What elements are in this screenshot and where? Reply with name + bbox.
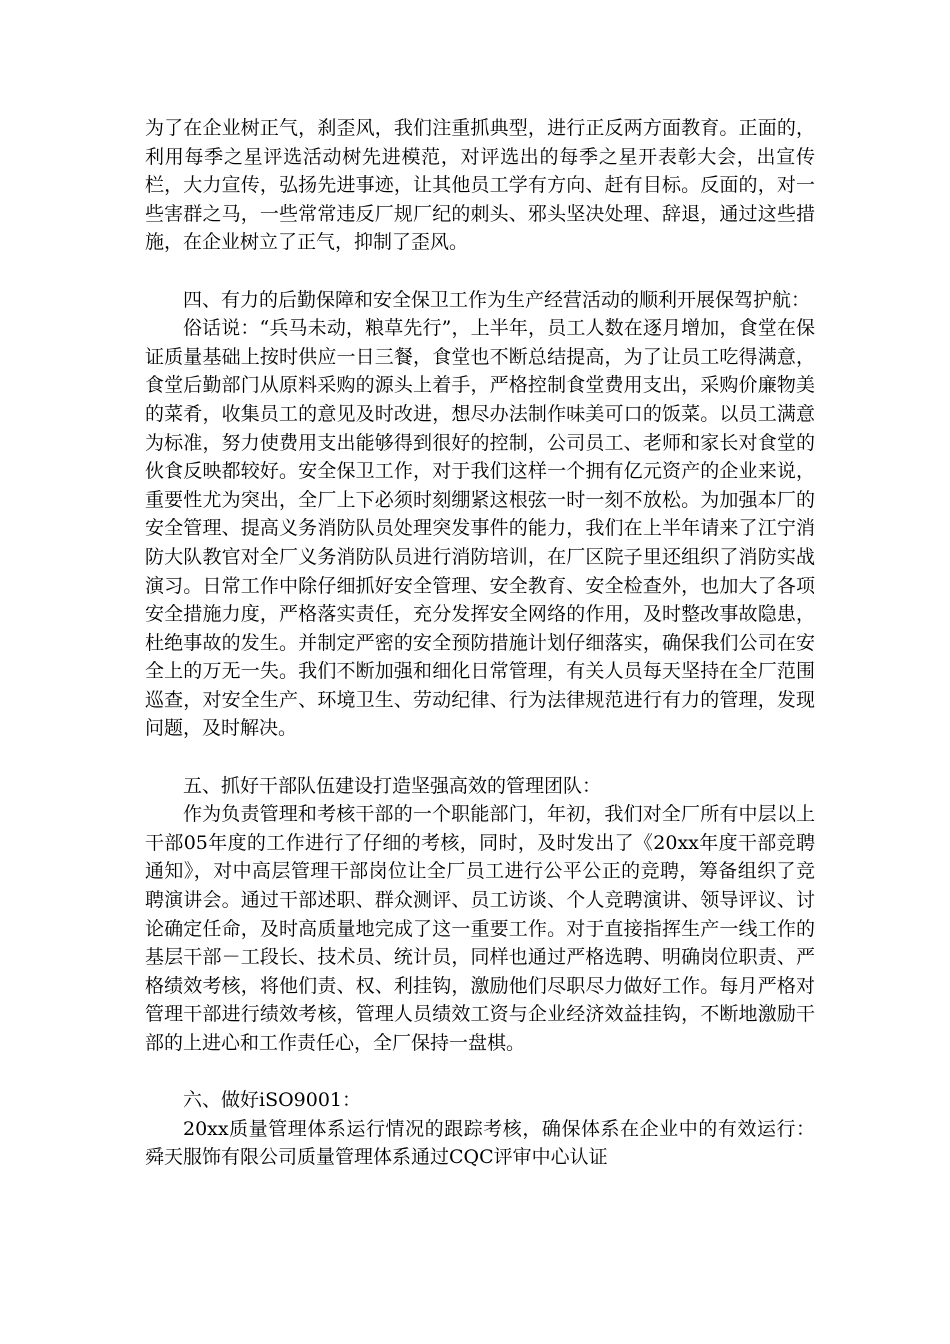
paragraph-praise-and-criticism: 为了在企业树正气，刹歪风，我们注重抓典型，进行正反两方面教育。正面的，利用每季之星评选活动树先进模范，对评选出的每季之星开表彰大会，出宣传栏，大力宣传，弘扬先进事迹，让其他员工学有方向、赶有目标。反面的，对一些害群之马，一些常常违反厂规厂纪的刺头、邪头坚决处理、辞退，通过这些措施，在企业树立了正气，抑制了歪风。 [145, 117, 815, 254]
paragraph-gap [145, 1058, 815, 1087]
section-heading-logistics-security: 四、有力的后勤保障和安全保卫工作为生产经营活动的顺利开展保驾护航： [183, 288, 811, 311]
paragraph-gap [145, 743, 815, 772]
paragraph-logistics-security: 俗话说：“兵马未动，粮草先行”，上半年，员工人数在逐月增加，食堂在保证质量基础上按时供应一日三餐，食堂也不断总结提高，为了让员工吃得满意，食堂后勤部门从原料采购的源头上着手，严格控制食堂费用支出，采购价廉物美的菜肴，收集员工的意见及时改进，想尽办法制作味美可口的饭菜。以员工满意为标准，努力使费用支出能够得到很好的控制，公司员工、老师和家长对食堂的伙食反映都较好。安全保卫工作，对于我们这样一个拥有亿元资产的企业来说，重要性尤为突出，全厂上下必须时刻绷紧这根弦一时一刻不放松。为加强本厂的安全管理、提高义务消防队员处理突发事件的能力，我们在上半年请来了江宁消防大队教官对全厂义务消防队员进行消防培训，在厂区院子里还组织了消防实战演习。日常工作中除仔细抓好安全管理、安全教育、安全检查外，也加大了各项安全措施力度，严格落实责任，充分发挥安全网络的作用，及时整改事故隐患，杜绝事故的发生。并制定严密的安全预防措施计划仔细落实，确保我们公司在安全上的万无一失。我们不断加强和细化日常管理，有关人员每天坚持在全厂范围巡查，对安全生产、环境卫生、劳动纪律、行为法律规范进行有力的管理，发现问题，及时解决。 [145, 317, 815, 740]
paragraph-cadre-team: 作为负责管理和考核干部的一个职能部门，年初，我们对全厂所有中层以上干部05年度的工作进行了仔细的考核，同时，及时发出了《20xx年度干部竞聘通知》，对中高层管理干部岗位让全厂员工进行公平公正的竞聘，筹备组织了竞聘演讲会。通过干部述职、群众测评、员工访谈、个人竞聘演讲、领导评议、讨论确定任命，及时高质量地完成了这一重要工作。对于直接指挥生产一线工作的基层干部－工段长、技术员、统计员，同样也通过严格选聘、明确岗位职责、严格绩效考核，将他们责、权、利挂钩，激励他们尽职尽力做好工作。每月严格对管理干部进行绩效考核，管理人员绩效工资与企业经济效益挂钩，不断地激励干部的上进心和工作责任心，全厂保持一盘棋。 [145, 803, 815, 1054]
paragraph-gap [145, 257, 815, 286]
document-body [145, 114, 815, 1172]
section-heading-cadre-team: 五、抓好干部队伍建设打造坚强高效的管理团队： [183, 774, 602, 797]
section-heading-iso9001: 六、做好iSO9001： [183, 1089, 362, 1112]
paragraph-iso9001: 20xx质量管理体系运行情况的跟踪考核，确保体系在企业中的有效运行：舜天服饰有限公司质量管理体系通过CQC评审中心认证 [145, 1117, 815, 1169]
